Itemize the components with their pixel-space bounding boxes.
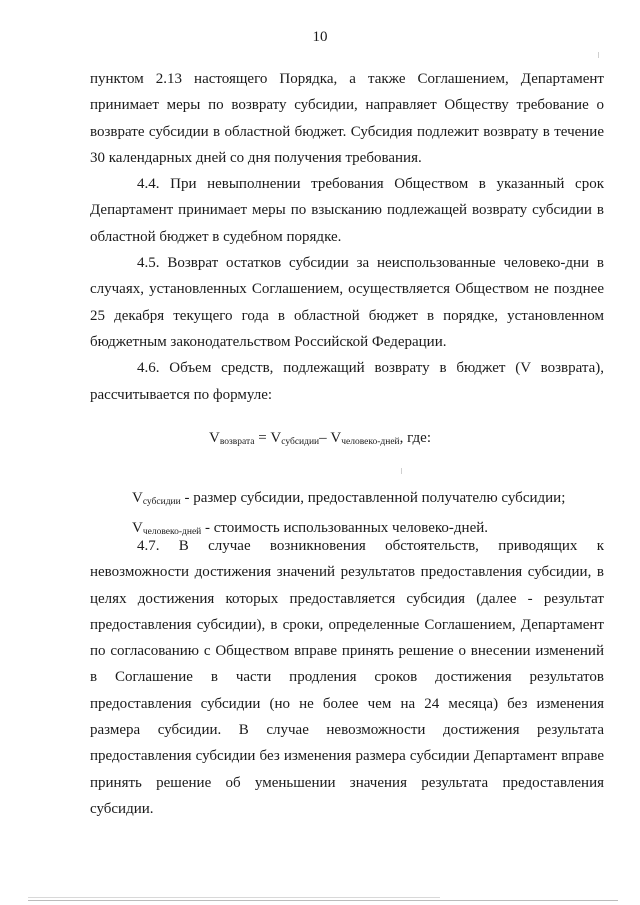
paragraph-4-4: 4.4. При невыполнении требования Обществом в указанный срок Департамент принимает меры по взысканию подлежащей возврату субсидии в областной бюджет в судебном порядке.: [90, 176, 604, 245]
formula: [0, 430, 640, 447]
scan-edge-line: [28, 897, 440, 898]
formula-sub1: возврата: [219, 437, 255, 447]
def-text: - размер субсидии, предоставленной получателю субсидии;: [180, 490, 566, 506]
paragraph-4-7: 4.7. В случае возникновения обстоятельств, приводящих к невозможности достижения значений результатов предоставления субсидии, в целях достижения которых предоставляется субсидия (далее - результат предоставления субсидии), в сроки, определенные Соглашением, Департамент по согласованию с Обществом вправе принять решение о внесении изменений в Соглашение в части продления сроков достижения результатов предоставления субсидии (но не более чем на 24 месяца) без изменения размера субсидии. В случае невозможности достижения результата предоставления субсидии без изменения размера субсидии Департамент вправе принять решение об уменьшении значения результата предоставления субсидии.: [90, 538, 604, 817]
body-text-bottom: [90, 533, 604, 822]
def-text: - стоимость использованных человеко-дней.: [201, 520, 489, 536]
paragraph-4-6: 4.6. Объем средств, подлежащий возврату в бюджет (V возврата), рассчитывается по формуле:: [90, 360, 604, 403]
def-sub: человеко-дней: [142, 527, 202, 537]
paragraph-continuation: пунктом 2.13 настоящего Порядка, а также Соглашением, Департамент принимает меры по возврату субсидии, направляет Обществу требование о возврате субсидии в областной бюджет. Субсидия подлежит возврату в течение 30 календарных дней со дня получения требования.: [90, 71, 604, 166]
formula-sub2: субсидии: [281, 437, 320, 447]
formula-tail: , где:: [399, 430, 431, 446]
formula-v1: V: [208, 430, 220, 446]
formula-sub3: человеко-дней: [341, 437, 400, 447]
page-number: 10: [312, 29, 328, 45]
formula-eq: =: [254, 430, 271, 446]
def-v: V: [132, 490, 143, 506]
formula-v2: V: [270, 430, 282, 446]
scan-speck: [401, 468, 402, 474]
formula-v3: V: [330, 430, 342, 446]
definition-subsidy: [90, 485, 604, 515]
def-v: V: [132, 520, 143, 536]
scan-edge-line: [28, 900, 618, 901]
formula-minus: –: [319, 430, 331, 446]
paragraph-4-5: 4.5. Возврат остатков субсидии за неиспользованные человеко-дни в случаях, установленных Соглашением, осуществляется Обществом не позднее 25 декабря текущего года в областной бюджет в порядке, установленном бюджетным законодательством Российской Федерации.: [90, 255, 604, 350]
scan-speck: [598, 52, 599, 58]
body-text-top: [90, 66, 604, 408]
def-sub: субсидии: [142, 497, 181, 507]
